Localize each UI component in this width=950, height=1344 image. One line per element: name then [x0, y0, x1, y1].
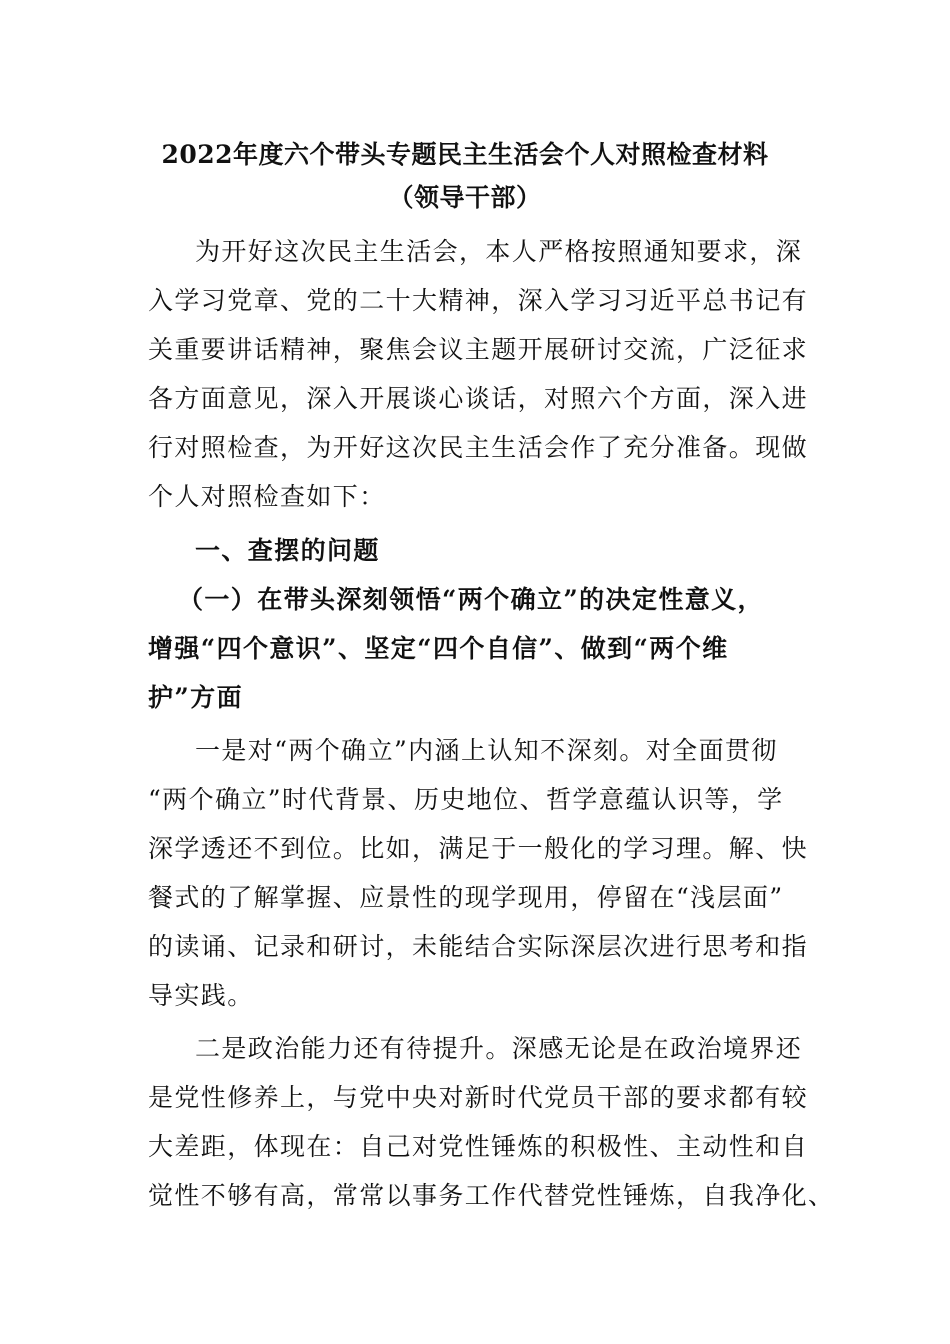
section-heading: 一、查摆的问题 — [195, 536, 380, 565]
item2-line: 二是政治能力还有待提升。深感无论是在政治境界还 — [195, 1034, 803, 1063]
subsection-heading-line: 增强“四个意识”、坚定“四个自信”、做到“两个维 — [148, 634, 729, 663]
subsection-heading-line: （一）在带头深刻领悟“两个确立”的决定性意义， — [178, 585, 764, 614]
document-title: 2022年度六个带头专题民主生活会个人对照检查材料 — [161, 140, 769, 169]
intro-line: 入学习党章、党的二十大精神，深入学习习近平总书记有 — [148, 286, 809, 315]
item2-line: 觉性不够有高，常常以事务工作代替党性锤炼，自我净化、 — [148, 1181, 835, 1210]
item1-line: “两个确立”时代背景、历史地位、哲学意蕴认识等，学 — [148, 785, 784, 814]
intro-line: 个人对照检查如下： — [148, 482, 386, 511]
document-subtitle: （领导干部） — [388, 183, 542, 212]
item1-line: 的读诵、记录和研讨，未能结合实际深层次进行思考和指 — [148, 932, 809, 961]
item1-line: 餐式的了解掌握、应景性的现学现用，停留在“浅层面” — [148, 883, 784, 912]
intro-line: 各方面意见，深入开展谈心谈话，对照六个方面，深入进 — [148, 384, 809, 413]
intro-line: 关重要讲话精神，聚焦会议主题开展研讨交流，广泛征求 — [148, 335, 809, 364]
item1-line: 导实践。 — [148, 981, 254, 1010]
subsection-heading-line: 护”方面 — [148, 683, 243, 712]
item1-line: 一是对“两个确立”内涵上认知不深刻。对全面贯彻 — [195, 736, 778, 765]
intro-line: 行对照检查，为开好这次民主生活会作了充分准备。现做 — [148, 433, 809, 462]
item2-line: 是党性修养上，与党中央对新时代党员干部的要求都有较 — [148, 1083, 809, 1112]
item1-line: 深学透还不到位。比如，满足于一般化的学习理。解、快 — [148, 834, 809, 863]
item2-line: 大差距，体现在：自己对党性锤炼的积极性、主动性和自 — [148, 1132, 809, 1161]
intro-line: 为开好这次民主生活会，本人严格按照通知要求，深 — [195, 237, 803, 266]
